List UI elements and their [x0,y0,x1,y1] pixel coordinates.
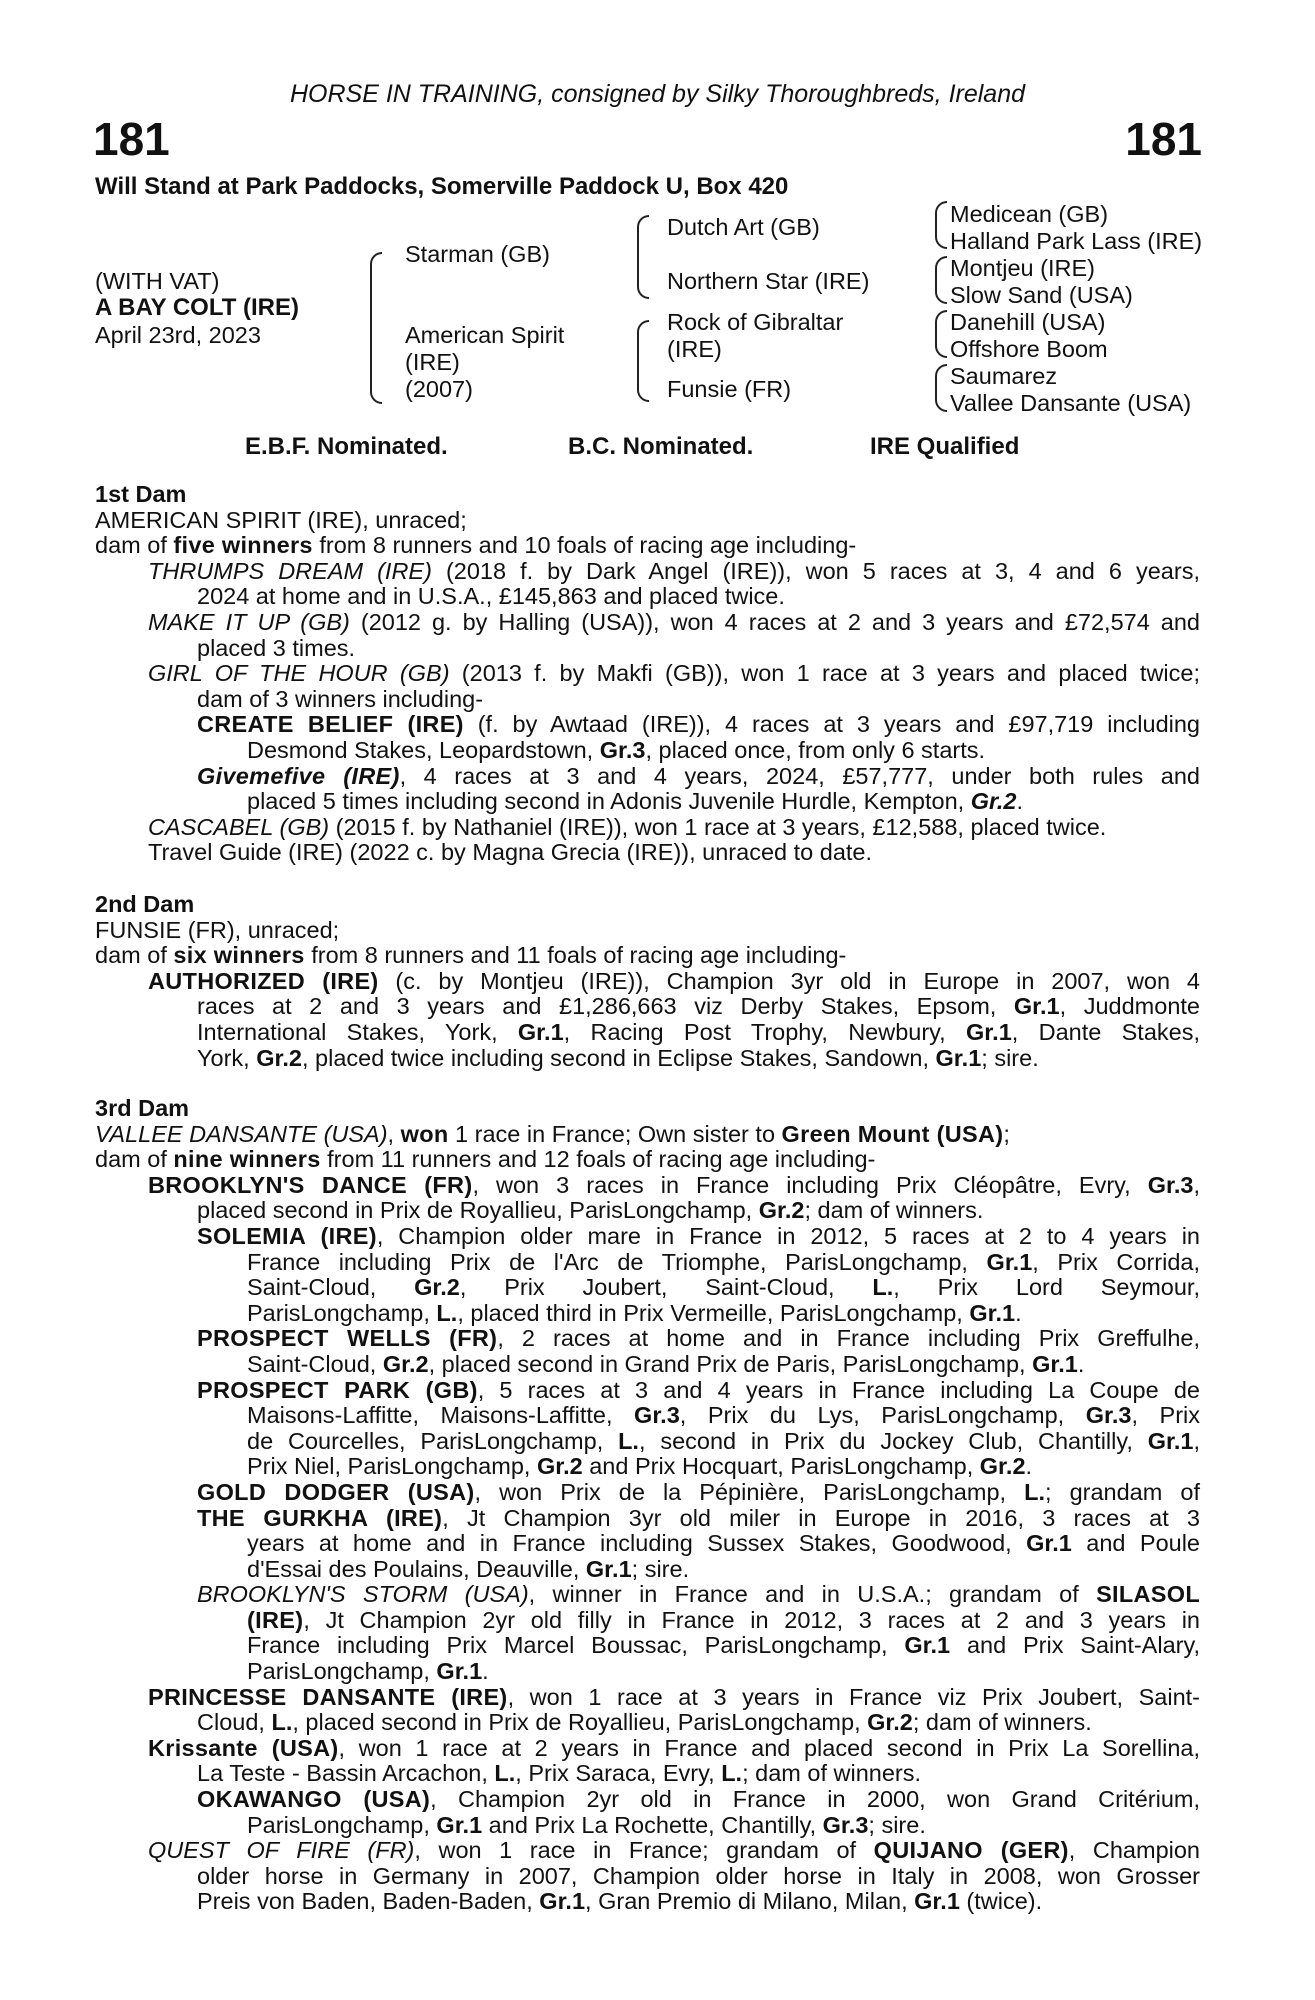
dam-line: VALLEE DANSANTE (USA), won 1 race in France; Own sister to Green Mount (USA); [95,1120,1010,1147]
catalogue-header: HORSE IN TRAINING, consigned by Silky Thoroughbreds, Ireland [289,80,1026,108]
produce-entry-cont: Saint-Cloud, Gr.2, Prix Joubert, Saint-Cloud, L., Prix Lord Seymour, [247,1274,1200,1301]
ss-sire: Medicean (GB) [950,201,1109,227]
sd-dam: Slow Sand (USA) [950,282,1133,308]
produce-entry-cont: Maisons-Laffitte, Maisons-Laffitte, Gr.3, Prix du Lys, ParisLongchamp, Gr.3, Prix [247,1402,1200,1429]
ire-qualification: IRE Qualified [870,433,1020,460]
vat-note: (WITH VAT) [95,268,220,294]
produce-entry-cont: THE GURKHA (IRE), Jt Champion 3yr old miler in Europe in 2016, 3 races at 3 [197,1504,1200,1531]
produce-entry-cont: placed second in Prix de Royallieu, ParisLongchamp, Gr.2; dam of winners. [197,1197,984,1224]
produce-entry: GIRL OF THE HOUR (GB) (2013 f. by Makfi (GB)), won 1 race at 3 years and placed twice; [148,660,1200,687]
produce-entry-cont: dam of 3 winners including- [197,685,484,712]
produce-entry: THRUMPS DREAM (IRE) (2018 f. by Dark Angel (IRE)), won 5 races at 3, 4 and 6 years, [148,557,1200,584]
nominations-row [0,433,1315,463]
produce-entry: AUTHORIZED (IRE) (c. by Montjeu (IRE)), Champion 3yr old in Europe in 2007, won 4 [148,967,1200,994]
produce-entry: CASCABEL (GB) (2015 f. by Nathaniel (IRE)), won 1 race at 3 years, £12,588, placed twice. [148,813,1107,840]
produce-entry-cont: years at home and in France including Sussex Stakes, Goodwood, Gr.1 and Poule [247,1530,1201,1557]
produce-entry-cont: older horse in Germany in 2007, Champion older horse in Italy in 2008, won Grosser [197,1862,1200,1889]
produce-entry-cont: ParisLongchamp, L., placed third in Prix Vermeille, ParisLongchamp, Gr.1. [247,1299,1022,1326]
dam-line: FUNSIE (FR), unraced; [95,916,340,943]
dam-name-line1: American Spirit [405,322,565,348]
brace-sire [637,215,649,299]
second-dam-heading: 2nd Dam [95,891,195,917]
produce-entry: CREATE BELIEF (IRE) (f. by Awtaad (IRE)), 4 races at 3 years and £97,719 including [197,711,1201,738]
ss-dam: Halland Park Lass (IRE) [950,228,1203,254]
first-dam-heading: 1st Dam [95,481,187,507]
second-dam-section [95,892,1200,1071]
produce-entry: GOLD DODGER (USA), won Prix de la Pépinière, ParisLongchamp, L.; grandam of [197,1478,1200,1505]
produce-entry: OKAWANGO (USA), Champion 2yr old in France in 2000, won Grand Critérium, [197,1786,1200,1813]
brace-sd [935,256,947,304]
produce-entry: PRINCESSE DANSANTE (IRE), won 1 race at 3 years in France viz Prix Joubert, Saint- [148,1683,1200,1710]
produce-entry-cont: Saint-Cloud, Gr.2, placed second in Grand Prix de Paris, ParisLongchamp, Gr.1. [247,1350,1085,1377]
sd-sire: Montjeu (IRE) [950,255,1095,281]
foaling-date: April 23rd, 2023 [95,322,261,348]
produce-entry-cont: 2024 at home and in U.S.A., £145,863 and placed twice. [197,583,785,610]
produce-entry: PROSPECT PARK (GB), 5 races at 3 and 4 years in France including La Coupe de [197,1376,1200,1403]
third-dam-section [95,1096,1200,1915]
brace-dd [935,364,947,412]
produce-entry-cont: placed 5 times including second in Adonis Juvenile Hurdle, Kempton, Gr.2. [247,788,1023,815]
ds-sire: Danehill (USA) [950,309,1106,335]
first-dam-section [95,482,1200,866]
horse-name: A BAY COLT (IRE) [95,294,300,321]
brace-ds [935,310,947,358]
dam-sire-line1: Rock of Gibraltar [667,309,844,335]
dam-name-line2: (IRE) [405,349,460,375]
produce-entry-cont: York, Gr.2, placed twice including second in Eclipse Stakes, Sandown, Gr.1; sire. [197,1044,1039,1071]
brace-main [370,252,382,404]
dam-produce-summary: dam of six winners from 8 runners and 11 foals of racing age including- [95,942,847,969]
produce-entry-cont: races at 2 and 3 years and £1,286,663 viz Derby Stakes, Epsom, Gr.1, Juddmonte [197,993,1200,1020]
lot-number-right: 181 [1125,113,1202,165]
produce-entry-cont: Desmond Stakes, Leopardstown, Gr.3, placed once, from only 6 starts. [247,736,986,763]
stand-location: Will Stand at Park Paddocks, Somerville Paddock U, Box 420 [95,173,789,200]
produce-entry-cont: France including Prix Marcel Boussac, ParisLongchamp, Gr.1 and Prix Saint-Alary, [247,1632,1200,1659]
dd-sire: Saumarez [950,363,1058,389]
produce-entry: QUEST OF FIRE (FR), won 1 race in France; grandam of QUIJANO (GER), Champion [148,1837,1200,1864]
produce-entry-cont: International Stakes, York, Gr.1, Racing Post Trophy, Newbury, Gr.1, Dante Stakes, [197,1018,1200,1045]
dam-produce-summary: dam of five winners from 8 runners and 10 foals of racing age including- [95,532,857,559]
produce-entry-cont: France including Prix de l'Arc de Triomphe, ParisLongchamp, Gr.1, Prix Corrida, [247,1248,1201,1275]
produce-entry: Travel Guide (IRE) (2022 c. by Magna Grecia (IRE)), unraced to date. [148,839,873,866]
sire-sire: Dutch Art (GB) [667,214,820,240]
brace-ss [935,201,947,249]
dam-dam: Funsie (FR) [667,376,792,402]
ds-dam: Offshore Boom [950,336,1108,362]
dd-dam: Vallee Dansante (USA) [950,390,1192,416]
dam-name-line3: (2007) [405,376,473,402]
produce-entry-cont: (IRE), Jt Champion 2yr old filly in France in 2012, 3 races at 2 and 3 years in [247,1606,1200,1633]
sire-dam: Northern Star (IRE) [667,268,870,294]
produce-entry-cont: Prix Niel, ParisLongchamp, Gr.2 and Prix Hocquart, ParisLongchamp, Gr.2. [247,1453,1033,1480]
produce-entry: SOLEMIA (IRE), Champion older mare in France in 2012, 5 races at 2 to 4 years in [197,1222,1200,1249]
produce-entry-cont: d'Essai des Poulains, Deauville, Gr.1; sire. [247,1555,690,1582]
produce-entry: Givemefive (IRE), 4 races at 3 and 4 years, 2024, £57,777, under both rules and [197,762,1201,789]
produce-entry-cont: ParisLongchamp, Gr.1 and Prix La Rochette, Chantilly, Gr.3; sire. [247,1811,926,1838]
bc-nomination: B.C. Nominated. [568,433,754,460]
produce-entry: BROOKLYN'S STORM (USA), winner in France and in U.S.A.; grandam of SILASOL [197,1581,1200,1608]
produce-entry: BROOKLYN'S DANCE (FR), won 3 races in France including Prix Cléopâtre, Evry, Gr.3, [148,1171,1200,1198]
produce-entry-cont: de Courcelles, ParisLongchamp, L., second in Prix du Jockey Club, Chantilly, Gr.1, [247,1427,1200,1454]
produce-entry-cont: Cloud, L., placed second in Prix de Royallieu, ParisLongchamp, Gr.2; dam of winners. [197,1709,1092,1736]
ebf-nomination: E.B.F. Nominated. [245,433,448,460]
dam-sire-line2: (IRE) [667,336,722,362]
dam-line: AMERICAN SPIRIT (IRE), unraced; [95,506,467,533]
produce-entry: Krissante (USA), won 1 race at 2 years in France and placed second in Prix La Sorellina, [148,1734,1200,1761]
produce-entry-cont: Preis von Baden, Baden-Baden, Gr.1, Gran Premio di Milano, Milan, Gr.1 (twice). [197,1888,1043,1915]
produce-entry-cont: La Teste - Bassin Arcachon, L., Prix Saraca, Evry, L.; dam of winners. [197,1760,922,1787]
sire-name: Starman (GB) [405,241,550,267]
produce-entry: PROSPECT WELLS (FR), 2 races at home and in France including Prix Greffulhe, [197,1325,1200,1352]
lot-number-left: 181 [93,113,170,165]
third-dam-heading: 3rd Dam [95,1095,190,1121]
produce-entry-cont: ParisLongchamp, Gr.1. [247,1658,489,1685]
dam-produce-summary: dam of nine winners from 11 runners and 12 foals of racing age including- [95,1146,876,1173]
produce-entry: MAKE IT UP (GB) (2012 g. by Halling (USA)), won 4 races at 2 and 3 years and £72,574 and [148,608,1201,635]
produce-entry-cont: placed 3 times. [197,634,356,661]
brace-dam [637,320,649,402]
